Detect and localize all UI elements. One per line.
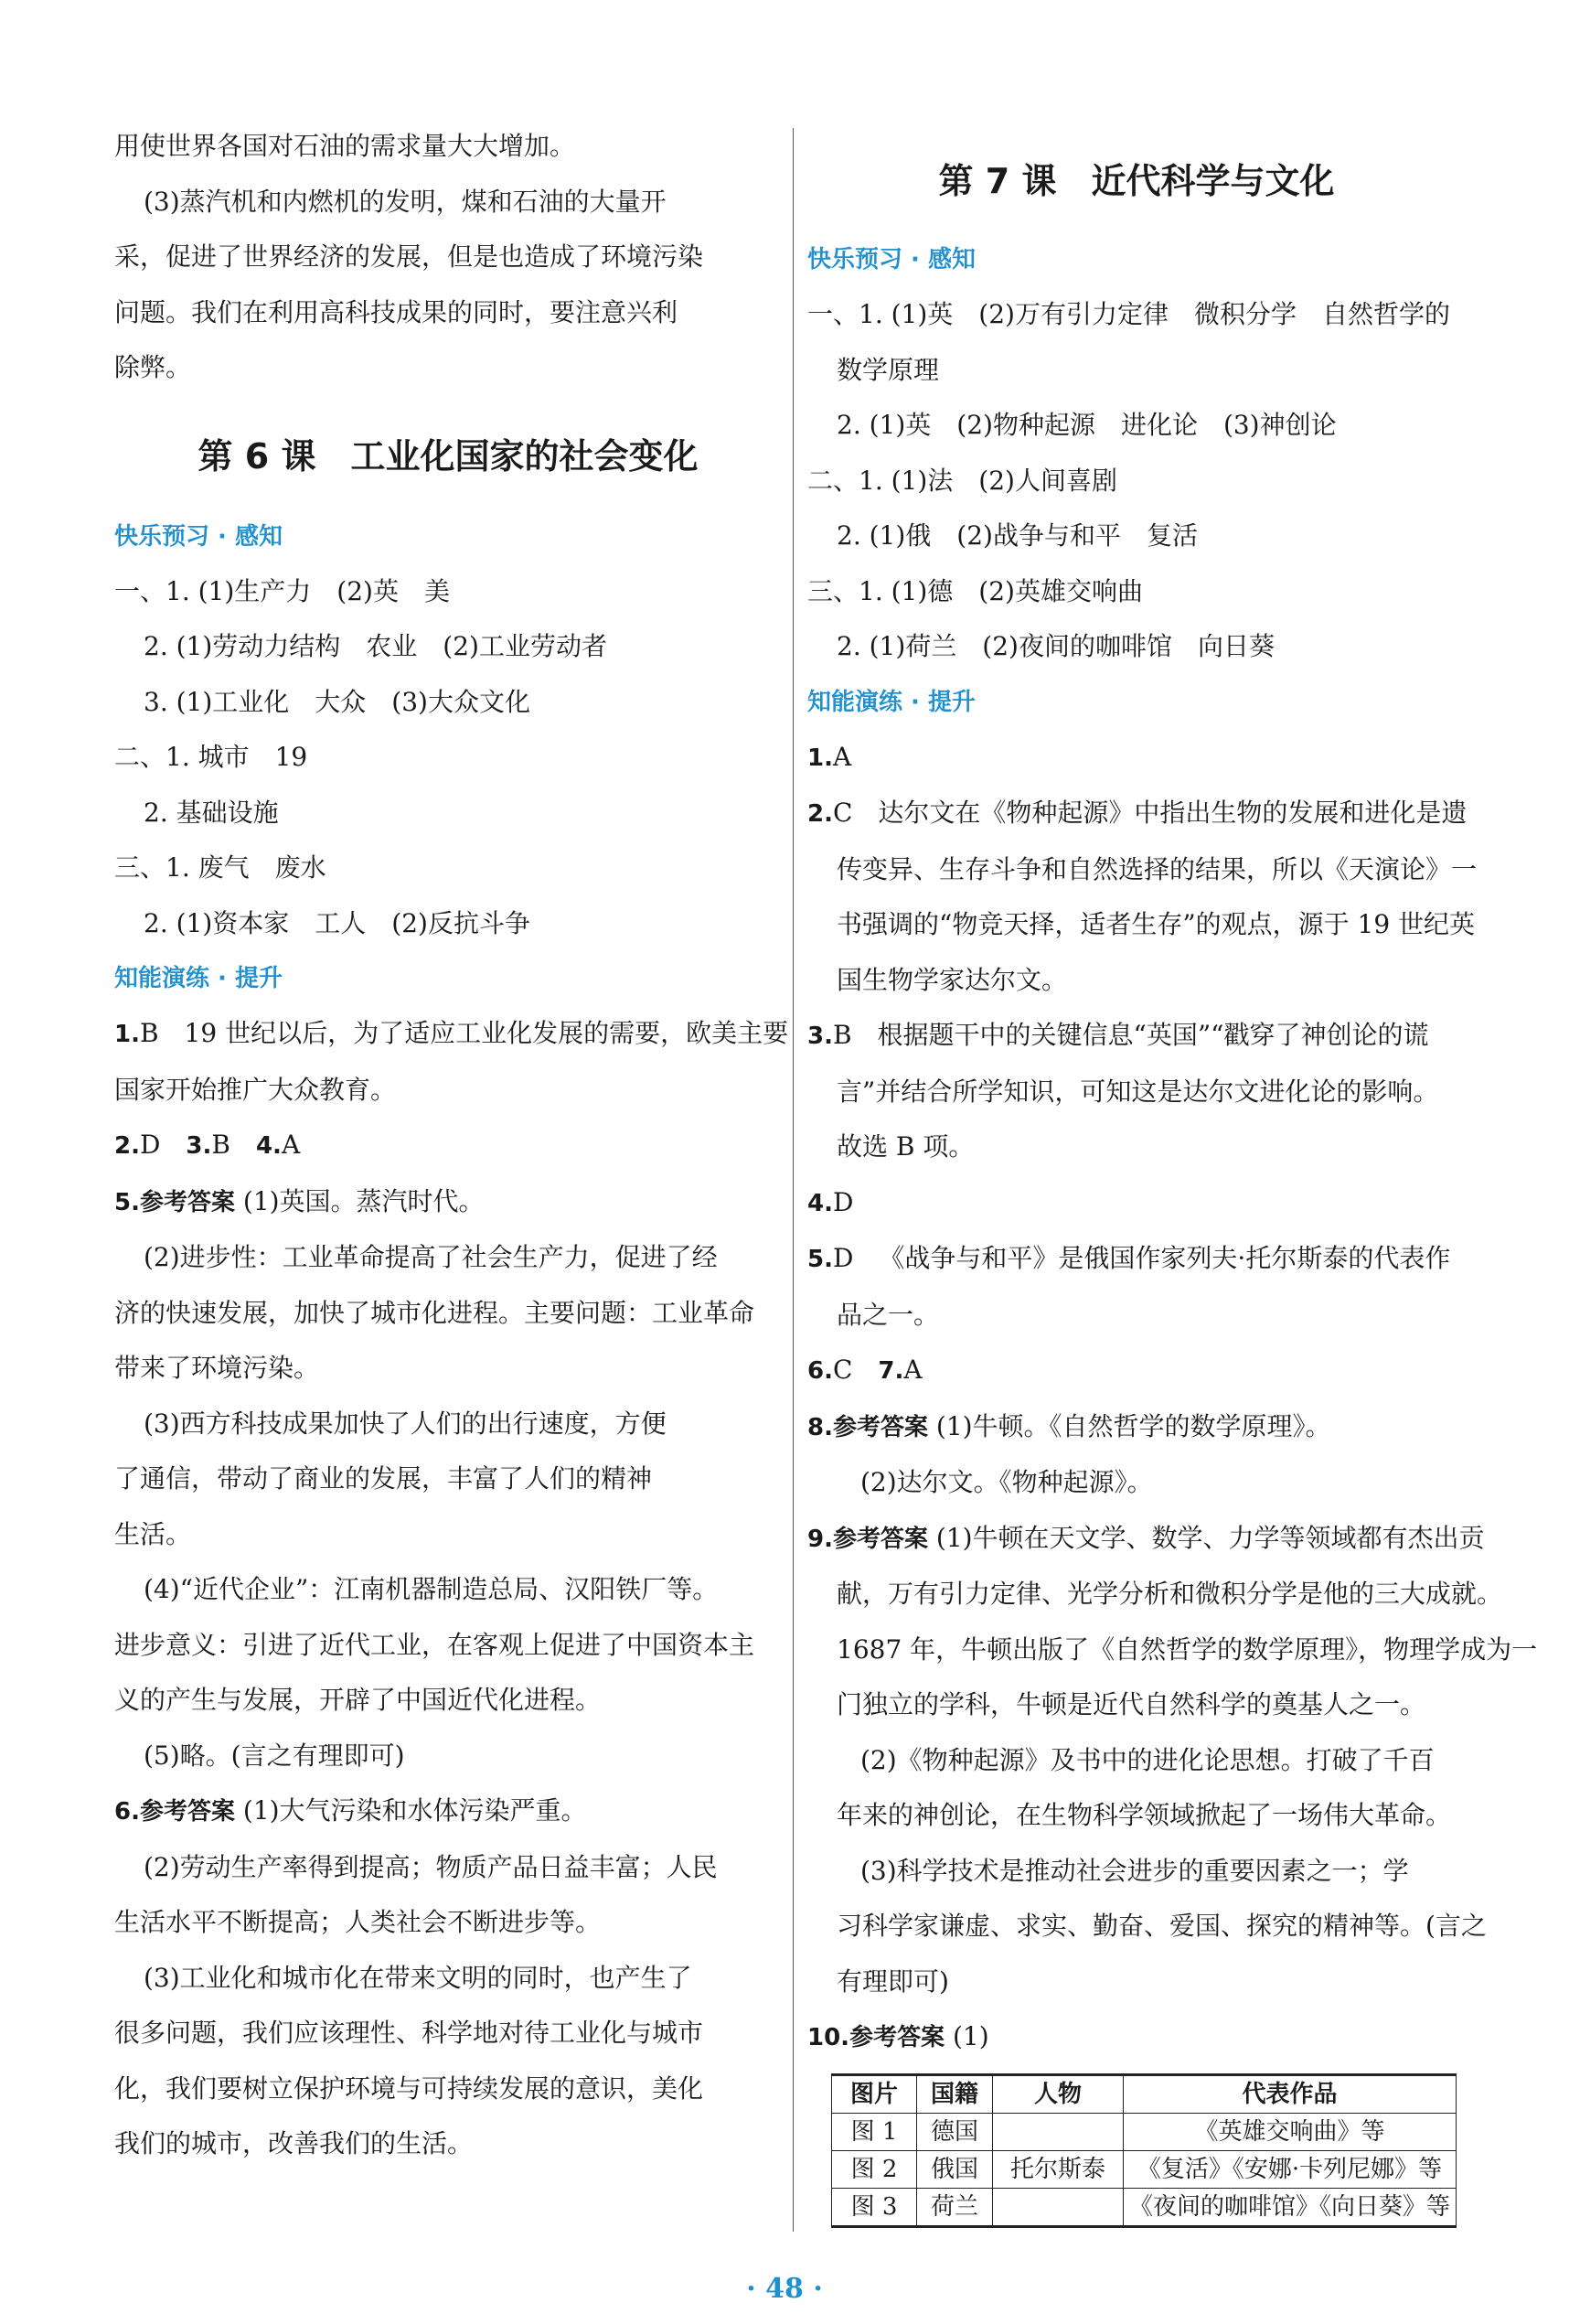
table-row — [832, 2113, 1457, 2150]
text-line: 言”并结合所学知识，可知这是达尔文进化论的影响。 — [837, 1076, 1439, 1107]
answer-line: 2. (1)荷兰 (2)夜间的咖啡馆 向日葵 — [837, 631, 1275, 661]
table-header: 图片 — [832, 2074, 917, 2113]
text-line: 1687 年，牛顿出版了《自然哲学的数学原理》，物理学成为一 — [837, 1633, 1538, 1665]
left-column — [114, 119, 789, 2172]
table-header: 人物 — [993, 2074, 1124, 2113]
text-line: 故选 B 项。 — [837, 1131, 975, 1162]
answer-line: 三、1. 废气 废水 — [114, 852, 326, 883]
text-line: 采，促进了世界经济的发展，但是也造成了环境污染 — [114, 241, 704, 272]
text-line: (2)劳动生产率得到提高；物质产品日益丰富；人民 — [144, 1851, 718, 1882]
question-5: 5.D 《战争与和平》是俄国作家列夫·托尔斯泰的代表作 — [807, 1243, 1451, 1273]
question-2-4: 2.D 3.B 4.A — [114, 1130, 301, 1160]
table-row — [832, 2188, 1457, 2226]
text-line: 生活。 — [114, 1518, 192, 1549]
table-cell: 俄国 — [917, 2150, 993, 2188]
answer-line: 二、1. 城市 19 — [114, 742, 308, 772]
answer-line: 2. (1)劳动力结构 农业 (2)工业劳动者 — [144, 631, 607, 661]
text-line: (3)工业化和城市化在带来文明的同时，也产生了 — [144, 1962, 692, 1993]
table-cell: 图 3 — [832, 2188, 917, 2226]
text-line: 很多问题，我们应该理性、科学地对待工业化与城市 — [114, 2018, 704, 2048]
table-cell: 图 2 — [832, 2150, 917, 2188]
answer-table — [831, 2073, 1457, 2228]
answer-line: 数学原理 — [837, 354, 940, 385]
question-8: 8.参考答案 (1)牛顿。《自然哲学的数学原理》。 — [807, 1410, 1331, 1441]
text-line: 济的快速发展，加快了城市化进程。主要问题：工业革命 — [114, 1297, 755, 1328]
question-9: 9.参考答案 (1)牛顿在天文学、数学、力学等领域都有杰出贡 — [807, 1522, 1485, 1553]
text-line: 生活水平不断提高；人类社会不断进步等。 — [114, 1907, 602, 1937]
column-divider — [793, 128, 794, 2232]
text-line: 我们的城市，改善我们的生活。 — [114, 2128, 474, 2158]
section-heading: 快乐预习 · 感知 — [807, 246, 976, 273]
question-4: 4.D — [807, 1186, 854, 1217]
text-line: 献，万有引力定律、光学分析和微积分学是他的三大成就。 — [837, 1579, 1503, 1609]
text-line: 品之一。 — [837, 1299, 940, 1330]
section-heading: 知能演练 · 提升 — [114, 965, 283, 992]
text-line: (2)达尔文。《物种起源》。 — [860, 1467, 1153, 1497]
table-cell: 托尔斯泰 — [993, 2150, 1124, 2188]
answer-line: 2. 基础设施 — [144, 797, 279, 828]
section-heading: 快乐预习 · 感知 — [114, 522, 283, 551]
text-line: 除弊。 — [114, 352, 192, 382]
text-line: 传变异、生存斗争和自然选择的结果，所以《天演论》一 — [837, 853, 1478, 884]
answer-line: 2. (1)资本家 工人 (2)反抗斗争 — [144, 907, 530, 938]
table-header-row — [832, 2074, 1457, 2113]
table-header: 代表作品 — [1124, 2074, 1457, 2113]
page-number: · 48 · — [746, 2273, 823, 2305]
table-cell: 图 1 — [832, 2113, 917, 2150]
text-line: 化，我们要树立保护环境与可持续发展的意识，美化 — [114, 2072, 704, 2104]
question-5: 5.参考答案 (1)英国。蒸汽时代。 — [114, 1185, 485, 1216]
answer-line: 二、1. (1)法 (2)人间喜剧 — [807, 465, 1117, 496]
text-line: (2)《物种起源》及书中的进化论思想。打破了千百 — [860, 1744, 1435, 1775]
answer-line: 2. (1)俄 (2)战争与和平 复活 — [837, 520, 1198, 551]
text-line: 门独立的学科，牛顿是近代自然科学的奠基人之一。 — [837, 1689, 1426, 1719]
lesson-title: 第 6 课 工业化国家的社会变化 — [197, 435, 699, 477]
answer-line: 3. (1)工业化 大众 (3)大众文化 — [144, 686, 530, 717]
table-cell: 荷兰 — [917, 2188, 993, 2226]
table-cell: 德国 — [917, 2113, 993, 2150]
text-line: 了通信，带动了商业的发展，丰富了人们的精神 — [114, 1463, 653, 1494]
text-line: 带来了环境污染。 — [114, 1353, 320, 1383]
question-1: 1.A — [807, 741, 852, 772]
table-cell — [993, 2188, 1124, 2226]
text-line: (3)科学技术是推动社会进步的重要因素之一；学 — [860, 1855, 1409, 1886]
question-2: 2.C 达尔文在《物种起源》中指出生物的发展和进化是遗 — [807, 798, 1468, 828]
answer-line: 三、1. (1)德 (2)英雄交响曲 — [807, 575, 1143, 606]
text-line: 用使世界各国对石油的需求量大大增加。 — [114, 131, 576, 161]
table-row — [832, 2150, 1457, 2188]
text-line: (3)蒸汽机和内燃机的发明，煤和石油的大量开 — [144, 186, 667, 217]
text-line: (5)略。(言之有理即可) — [144, 1740, 405, 1771]
table-cell: 《英雄交响曲》等 — [1124, 2113, 1457, 2150]
text-line: (3)西方科技成果加快了人们的出行速度，方便 — [144, 1408, 667, 1439]
lesson-title: 第 7 课 近代科学与文化 — [938, 161, 1335, 201]
table-header: 国籍 — [917, 2074, 993, 2113]
text-line: 书强调的“物竞天择，适者生存”的观点，源于 19 世纪英 — [837, 909, 1476, 939]
text-line: 国家开始推广大众教育。 — [114, 1074, 397, 1105]
text-line: 问题。我们在利用高科技成果的同时，要注意兴利 — [114, 296, 678, 327]
table-cell: 《复活》《安娜·卡列尼娜》等 — [1124, 2150, 1457, 2188]
question-1: 1.B 19 世纪以后，为了适应工业化发展的需要，欧美主要 — [114, 1018, 789, 1048]
text-line: (4)“近代企业”：江南机器制造总局、汉阳铁厂等。 — [144, 1574, 719, 1604]
right-column — [807, 119, 1538, 2228]
text-line: 国生物学家达尔文。 — [837, 964, 1068, 995]
text-line: 习科学家谦虚、求实、勤奋、爱国、探究的精神等。(言之 — [837, 1911, 1487, 1941]
answer-line: 一、1. (1)生产力 (2)英 美 — [114, 575, 450, 606]
question-10: 10.参考答案 (1) — [807, 2021, 989, 2051]
text-line: 有理即可) — [837, 1965, 949, 1997]
answer-line: 一、1. (1)英 (2)万有引力定律 微积分学 自然哲学的 — [807, 299, 1450, 329]
text-line: 年来的神创论，在生物科学领域掀起了一场伟大革命。 — [837, 1800, 1452, 1830]
answer-line: 2. (1)英 (2)物种起源 进化论 (3)神创论 — [837, 410, 1337, 440]
text-line: 进步意义：引进了近代工业，在客观上促进了中国资本主 — [114, 1629, 755, 1660]
question-6: 6.参考答案 (1)大气污染和水体污染严重。 — [114, 1795, 587, 1826]
table-cell: 《夜间的咖啡馆》《向日葵》等 — [1124, 2188, 1457, 2226]
text-line: 义的产生与发展，开辟了中国近代化进程。 — [114, 1685, 602, 1715]
table-cell — [993, 2113, 1124, 2150]
text-line: (2)进步性：工业革命提高了社会生产力，促进了经 — [144, 1242, 718, 1272]
question-6-7: 6.C 7.A — [807, 1355, 923, 1385]
question-3: 3.B 根据题干中的关键信息“英国”“戳穿了神创论的谎 — [807, 1020, 1429, 1050]
section-heading: 知能演练 · 提升 — [807, 688, 976, 716]
